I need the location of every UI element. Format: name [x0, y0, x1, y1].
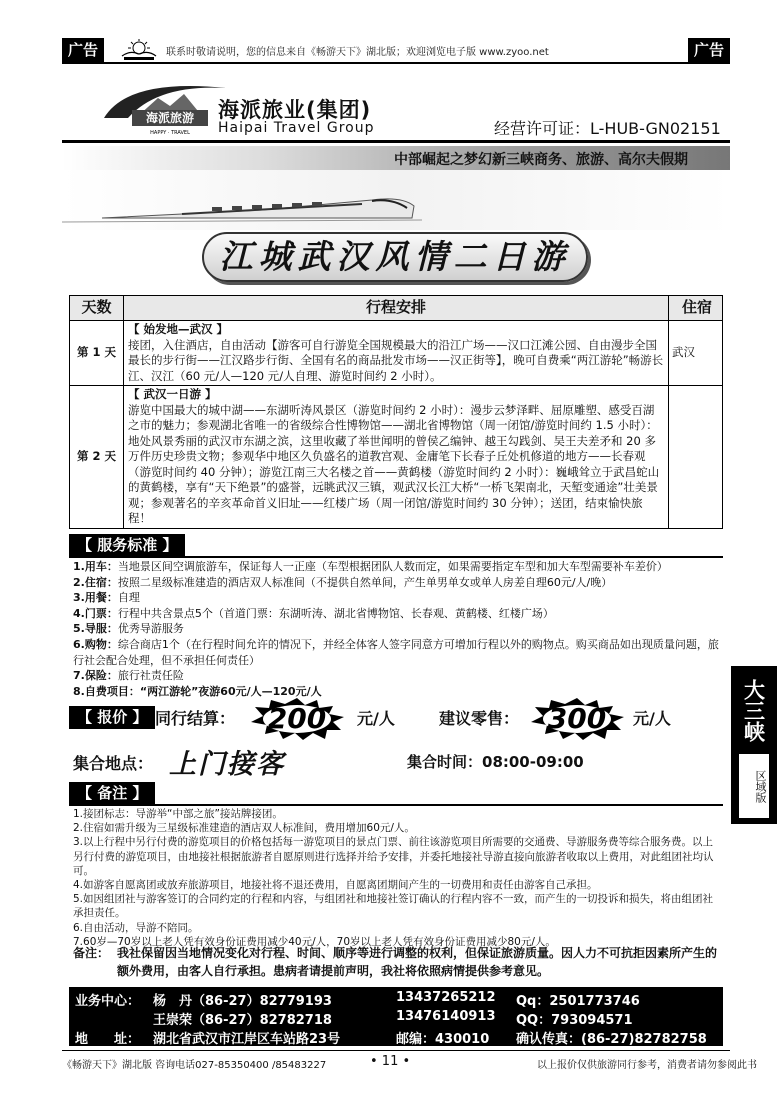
service-section-tag: 【 服务标准 】 — [69, 534, 185, 557]
day-plan — [124, 321, 669, 386]
day-label: 第 1 天 — [70, 321, 124, 386]
company-logo-icon — [98, 76, 238, 136]
header-day: 天数 — [70, 296, 124, 321]
peer-price-unit: 元/人 — [357, 709, 395, 728]
list-item: 7.60岁—70岁以上老人凭有效身份证费用减少40元/人，70岁以上老人凭有效身份证费用减少80元/人。 — [73, 935, 556, 948]
contact-box — [69, 987, 723, 1046]
business-center-label: 业务中心： — [75, 994, 141, 1009]
contact-person-1: 杨 丹（86-27）82779193 — [153, 994, 332, 1009]
peer-price-label: 同行结算： — [155, 709, 236, 728]
footer-divider — [62, 1050, 730, 1051]
day-title: 【 武汉一日游 】 — [128, 387, 217, 402]
remark-text: 我社保留因当地情况变化对行程、时间、顺序等进行调整的权利，但保证旅游质量。因人力不可抗拒因素所产生的额外费用，由客人自行承担。患病者请提前声明，我社将依照病情提供参考意见。 — [117, 946, 718, 978]
service-value: 行程中共含景点5个（首道门票：东湖听涛、湖北省博物馆、长春观、黄鹤楼、红楼广场） — [117, 606, 554, 620]
service-divider — [69, 556, 723, 558]
service-value: 当地景区间空调旅游车，保证每人一正座（车型根据团队人数而定，如果需要指定车型和加大车型需要补车差价） — [117, 560, 668, 573]
day-stay: 武汉 — [669, 321, 723, 386]
service-key: 5.导服： — [73, 622, 118, 636]
magazine-logo-icon — [116, 39, 162, 61]
day-description: 游览中国最大的城中湖——东湖听涛风景区（游览时间约 2 小时）：漫步云梦泽畔、屈原雕塑、感受百湖之市的魅力；参观湖北省唯一的省级综合性博物馆——湖北省博物馆（周一闭馆/游览时间约 1.5 小时）：地处风景秀丽的武汉市东湖之滨，这里收藏了举世闻明的曾侯乙编钟、越王勾践剑、吴王夫差矛和 20 多万件历史珍贵文物；参观华中地区久负盛名的道教宫观、金庸笔下长春子丘处机修道的地方——长春观（游览时间约 40 分钟）；游览江南三大名楼之首——黄鹤楼（游览时间约 2 小时）：巍峨耸立于武昌蛇山的黄鹤楼，享有“天下绝景”的盛誉，远眺武汉三镇，观武汉长江大桥“一桥飞架南北，天堑变通途”壮美景观；参观著名的辛亥革命首义旧址——红楼广场（周一闭馆/游览时间约 30 分钟）；送团，结束愉快旅程！ — [128, 402, 660, 526]
ad-tag-right: 广告 — [688, 38, 730, 62]
day-plan — [124, 386, 669, 529]
peer-price-burst — [249, 698, 345, 740]
top-ad-bar — [62, 38, 730, 64]
slogan: 中部崛起之梦幻新三峡商务、旅游、高尔夫假期 — [394, 152, 688, 168]
itinerary-table — [69, 295, 723, 529]
fax: 确认传真：(86-27)82782758 — [516, 1032, 707, 1047]
ad-tag-left: 广告 — [62, 38, 104, 62]
price-row — [69, 702, 723, 736]
list-item — [73, 684, 723, 700]
contact-person-2: 王崇荣（86-27）82782718 — [153, 1013, 332, 1028]
price-section-tag: 【 报价 】 — [69, 706, 155, 729]
company-name-cn: 海派旅业(集团) — [218, 98, 372, 122]
list-item — [73, 668, 723, 684]
service-key: 7.保险： — [73, 669, 118, 683]
header-divider — [62, 140, 730, 143]
peer-price-value: 200 — [267, 702, 327, 735]
meeting-time: 集合时间：08:00-09:00 — [407, 753, 584, 771]
list-item — [73, 559, 723, 575]
list-item: 5.如因组团社与游客签订的合同约定的行程和内容，与组团社和地接社签订确认的行程内容不一致，而产生的一切投诉和损失，将由组团社承担责任。 — [73, 893, 714, 920]
notes-divider — [69, 804, 723, 806]
footer-disclaimer: 以上报价仅供旅游同行参考，消费者请勿参阅此书 — [537, 1060, 757, 1071]
side-tab-sub: 区域版 — [739, 754, 769, 818]
day-description: 接团，入住酒店，自由活动【游客可自行游览全国规模最大的沿江广场——汉口江滩公园、自由漫步全国最长的步行街——江汉路步行街、全国有名的商品批发市场——汉正街等】，晚可自费乘“两江游轮”畅游长江、汉江（60 元/人—120 元/人自理、游览时间约 2 小时）。 — [128, 337, 664, 383]
service-key: 8.自费项目： — [73, 684, 140, 698]
service-key: 4.门票： — [73, 606, 118, 620]
service-key: 6.购物： — [73, 637, 118, 651]
service-value: 旅行社责任险 — [117, 669, 184, 683]
contact-qq-1: Qq：2501773746 — [516, 994, 640, 1009]
list-item: 4.如游客自愿离团或放弃旅游项目，地接社将不退还费用，自愿离团期间产生的一切费用和责任由游客自己承担。 — [73, 879, 598, 892]
company-name-en: Haipai Travel Group — [218, 120, 375, 136]
service-key: 1.用车： — [73, 560, 118, 573]
day-title: 【 始发地—武汉 】 — [128, 322, 229, 336]
retail-price-burst — [529, 698, 625, 740]
retail-price-label: 建议零售： — [439, 709, 520, 728]
retail-price-value: 300 — [547, 702, 607, 735]
notes-section-tag: 【 备注 】 — [69, 782, 155, 805]
header-plan: 行程安排 — [124, 296, 669, 321]
service-list — [73, 559, 723, 699]
service-value: 优秀导游服务 — [117, 622, 184, 636]
list-item — [73, 606, 723, 622]
retail-price-unit: 元/人 — [633, 709, 671, 728]
address: 湖北省武汉市江岸区车站路23号 — [153, 1032, 341, 1047]
address-label: 地 址： — [75, 1032, 141, 1047]
license-number: 经营许可证：L-HUB-GN02151 — [494, 119, 721, 138]
service-key: 2.住宿： — [73, 575, 118, 589]
list-item — [73, 621, 723, 637]
contact-mobile-2: 13476140913 — [396, 1009, 496, 1024]
contact-note: 联系时敬请说明，您的信息来自《畅游天下》湖北版；欢迎浏览电子版 www.zyoo.net — [166, 47, 549, 58]
logo-en-text: HAPPY · TRAVEL — [150, 130, 190, 136]
page-number: • 11 • — [370, 1054, 411, 1069]
list-item — [73, 590, 723, 606]
meeting-place-value: 上门接客 — [169, 749, 285, 780]
list-item: 2.住宿如需升级为三星级标准建造的酒店双人标准间，费用增加60元/人。 — [73, 822, 415, 835]
list-item — [73, 637, 723, 668]
service-value: 按照二星级标准建造的酒店双人标准间（不提供自然单间，产生单男单女或单人房差自理60元/人/晚） — [117, 575, 613, 589]
meeting-row — [69, 742, 723, 778]
list-item: 1.接团标志：导游举“中部之旅”接站牌接团。 — [73, 808, 283, 820]
contact-qq-2: QQ：793094571 — [516, 1013, 633, 1028]
remark-block — [73, 944, 723, 980]
service-value: “两江游轮”夜游60元/人—120元/人 — [139, 684, 322, 698]
table-header-row — [70, 296, 723, 321]
service-key: 3.用餐： — [73, 591, 118, 605]
list-item: 3.以上行程中另行付费的游览项目的价格包括每一游览项目的景点门票、前往该游览项目所需要的交通费、导游服务费等综合服务费。以上另行付费的游览项目，由地接社根据旅游者自愿原则进行选择并给予安排，并委托地接社导游直接向旅游者收取以上费用，对此组团社均认可。 — [73, 836, 714, 877]
meeting-place-label: 集合地点： — [73, 754, 154, 773]
service-value: 综合商店1个（在行程时间允许的情况下，并经全体客人签字同意方可增加行程以外的购物点。购买商品如出现质量问题，旅行社会配合处理，但不承担任何责任） — [73, 637, 719, 667]
tour-title: 江城武汉风情二日游 — [219, 237, 571, 276]
service-value: 自理 — [117, 591, 140, 605]
table-row — [70, 386, 723, 529]
contact-mobile-1: 13437265212 — [396, 990, 496, 1005]
tour-title-badge — [202, 232, 588, 282]
logo-cn-text: 海派旅游 — [145, 111, 195, 125]
day-label: 第 2 天 — [70, 386, 124, 529]
remark-label: 备注： — [73, 946, 110, 960]
slogan-band — [62, 146, 730, 170]
side-tab-main: 大三峡 — [741, 678, 767, 742]
day-stay — [669, 386, 723, 529]
train-image-icon — [62, 170, 730, 230]
footer-hotline: 《畅游天下》湖北版 咨询电话027-85350400 /85483227 — [62, 1060, 327, 1071]
list-item — [73, 575, 723, 591]
header-stay: 住宿 — [669, 296, 723, 321]
list-item: 6.自由活动，导游不陪同。 — [73, 921, 199, 934]
postcode: 邮编：430010 — [396, 1032, 490, 1047]
notes-list — [73, 807, 723, 949]
region-side-tab — [731, 666, 777, 824]
table-row — [70, 321, 723, 386]
